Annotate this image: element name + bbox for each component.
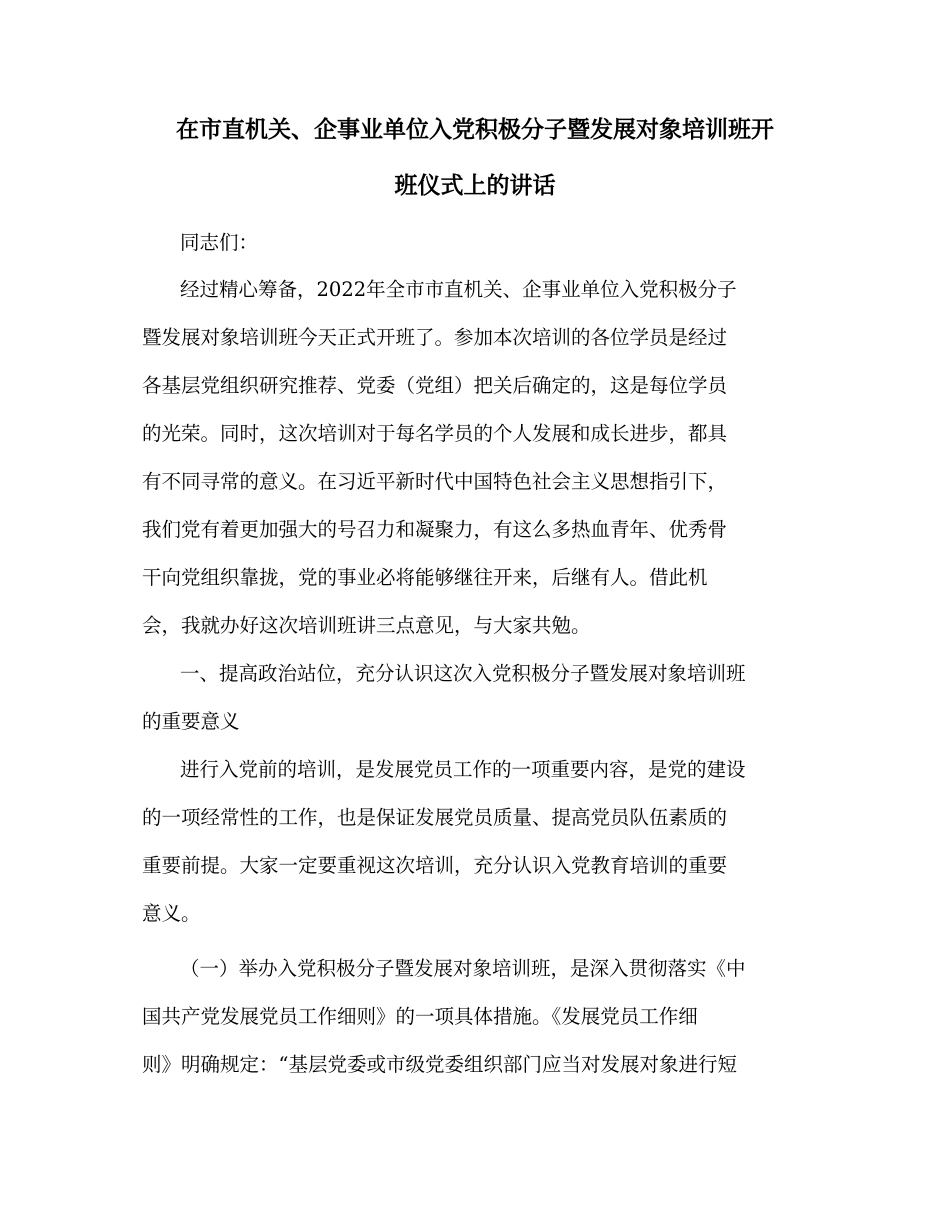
paragraph-line: 的一项经常性的工作，也是保证发展党员质量、提高党员队伍素质的 [142, 806, 728, 829]
paragraph-line: （一）举办入党积极分子暨发展对象培训班，是深入贯彻落实《中 [180, 957, 746, 980]
paragraph-line: 经过精心筹备，2022年全市市直机关、企事业单位入党积极分子 [180, 278, 737, 301]
section-heading-line: 的重要意义 [142, 710, 240, 733]
paragraph-line: 我们党有着更加强大的号召力和凝聚力，有这么多热血青年、优秀骨 [142, 518, 728, 541]
paragraph-line: 有不同寻常的意义。在习近平新时代中国特色社会主义思想指引下， [142, 470, 728, 493]
paragraph-line: 进行入党前的培训，是发展党员工作的一项重要内容，是党的建设 [180, 758, 746, 781]
document-title-line-1: 在市直机关、企事业单位入党积极分子暨发展对象培训班开 [176, 117, 774, 143]
paragraph-line: 暨发展对象培训班今天正式开班了。参加本次培训的各位学员是经过 [142, 326, 728, 349]
paragraph-line: 意义。 [142, 902, 201, 925]
paragraph-line: 重要前提。大家一定要重视这次培训，充分认识入党教育培训的重要 [142, 854, 728, 877]
paragraph-line: 国共产党发展党员工作细则》的一项具体措施。《发展党员工作细 [142, 1005, 698, 1028]
paragraph-line: 的光荣。同时，这次培训对于每名学员的个人发展和成长进步，都具 [142, 422, 728, 445]
paragraph-line: 则》明确规定：“基层党委或市级党委组织部门应当对发展对象进行短 [142, 1053, 737, 1076]
paragraph-line: 各基层党组织研究推荐、党委（党组）把关后确定的，这是每位学员 [142, 374, 728, 397]
document-title-line-2: 班仪式上的讲话 [394, 173, 556, 199]
paragraph-line: 干向党组织靠拢，党的事业必将能够继往开来，后继有人。借此机 [142, 566, 708, 589]
section-heading-line: 一、提高政治站位，充分认识这次入党积极分子暨发展对象培训班 [180, 662, 746, 685]
paragraph-line: 会，我就办好这次培训班讲三点意见，与大家共勉。 [142, 614, 591, 637]
salutation: 同志们： [180, 231, 259, 254]
